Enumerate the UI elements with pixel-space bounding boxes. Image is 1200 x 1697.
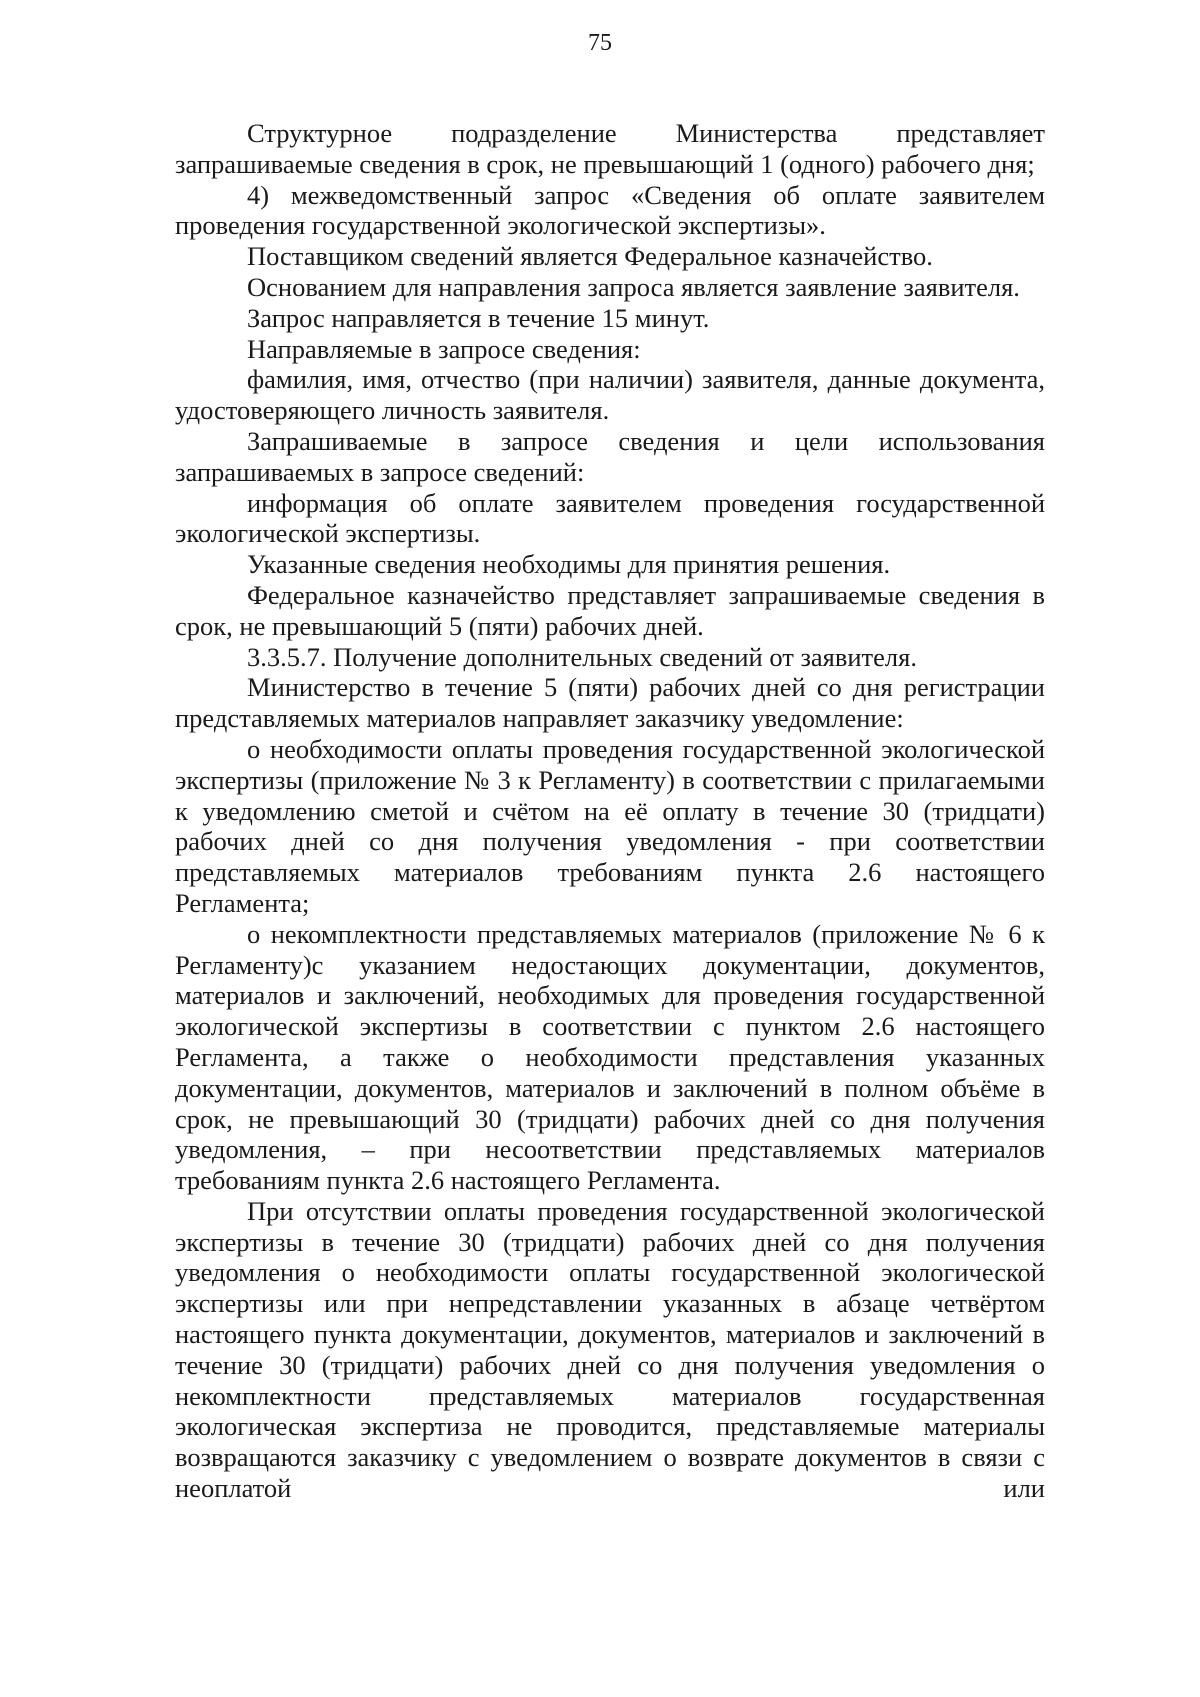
paragraph: 3.3.5.7. Получение дополнительных сведений от заявителя.	[247, 641, 917, 672]
paragraph: Запрос направляется в течение 15 минут.	[247, 302, 710, 333]
paragraph: фамилия, имя, отчество (при наличии) заявителя, данные документа, удостоверяющего личность заявителя.	[175, 364, 1045, 426]
paragraph: Указанные сведения необходимы для принятия решения.	[247, 549, 891, 580]
document-body	[175, 118, 1045, 1504]
paragraph: Основанием для направления запроса является заявление заявителя.	[247, 271, 1020, 302]
paragraph: о необходимости оплаты проведения государственной экологической экспертизы (приложение № 3 к Регламенту) в соответствии с прилагаемыми к уведомлению сметой и счётом на её оплату в течение 30 (тридцати) рабочих дней со дня получения уведомления - при соответствии представляемых материалов требованиям пункта 2.6 настоящего Регламента;	[175, 733, 1045, 918]
page-number: 75	[588, 30, 612, 56]
paragraph: Структурное подразделение Министерства представляет запрашиваемые сведения в срок, не превышающий 1 (одного) рабочего дня;	[175, 118, 1045, 179]
paragraph: Федеральное казначейство представляет запрашиваемые сведения в срок, не превышающий 5 (пяти) рабочих дней.	[175, 579, 1045, 641]
paragraph: При отсутствии оплаты проведения государственной экологической экспертизы в течение 30 (тридцати) рабочих дней со дня получения уведомления о необходимости оплаты государственной экологической экспертизы или при непредставлении указанных в абзаце четвёртом настоящего пункта документации, документов, материалов и заключений в течение 30 (тридцати) рабочих дней со дня получения уведомления о некомплектности представляемых материалов государственная экологическая экспертиза не проводится, представляемые материалы возвращаются заказчику с уведомлением о возврате документов в связи с неоплатой или	[175, 1195, 1045, 1504]
paragraph: 4) межведомственный запрос «Сведения об оплате заявителем проведения государственной экологической экспертизы».	[175, 179, 1045, 241]
paragraph: Министерство в течение 5 (пяти) рабочих дней со дня регистрации представляемых материалов направляет заказчику уведомление:	[175, 672, 1045, 734]
paragraph: Поставщиком сведений является Федеральное казначейство.	[247, 241, 933, 272]
paragraph: Направляемые в запросе сведения:	[247, 333, 641, 364]
paragraph: Запрашиваемые в запросе сведения и цели использования запрашиваемых в запросе сведений:	[175, 425, 1045, 487]
paragraph: информация об оплате заявителем проведения государственной экологической экспертизы.	[175, 487, 1045, 549]
paragraph: о некомплектности представляемых материалов (приложение № 6 к Регламенту)с указанием недостающих документации, документов, материалов и заключений, необходимых для проведения государственной экологической экспертизы в соответствии с пунктом 2.6 настоящего Регламента, а также о необходимости представления указанных документации, документов, материалов и заключений в полном объёме в срок, не превышающий 30 (тридцати) рабочих дней со дня получения уведомления, – при несоответствии представляемых материалов требованиям пункта 2.6 настоящего Регламента.	[175, 918, 1045, 1196]
